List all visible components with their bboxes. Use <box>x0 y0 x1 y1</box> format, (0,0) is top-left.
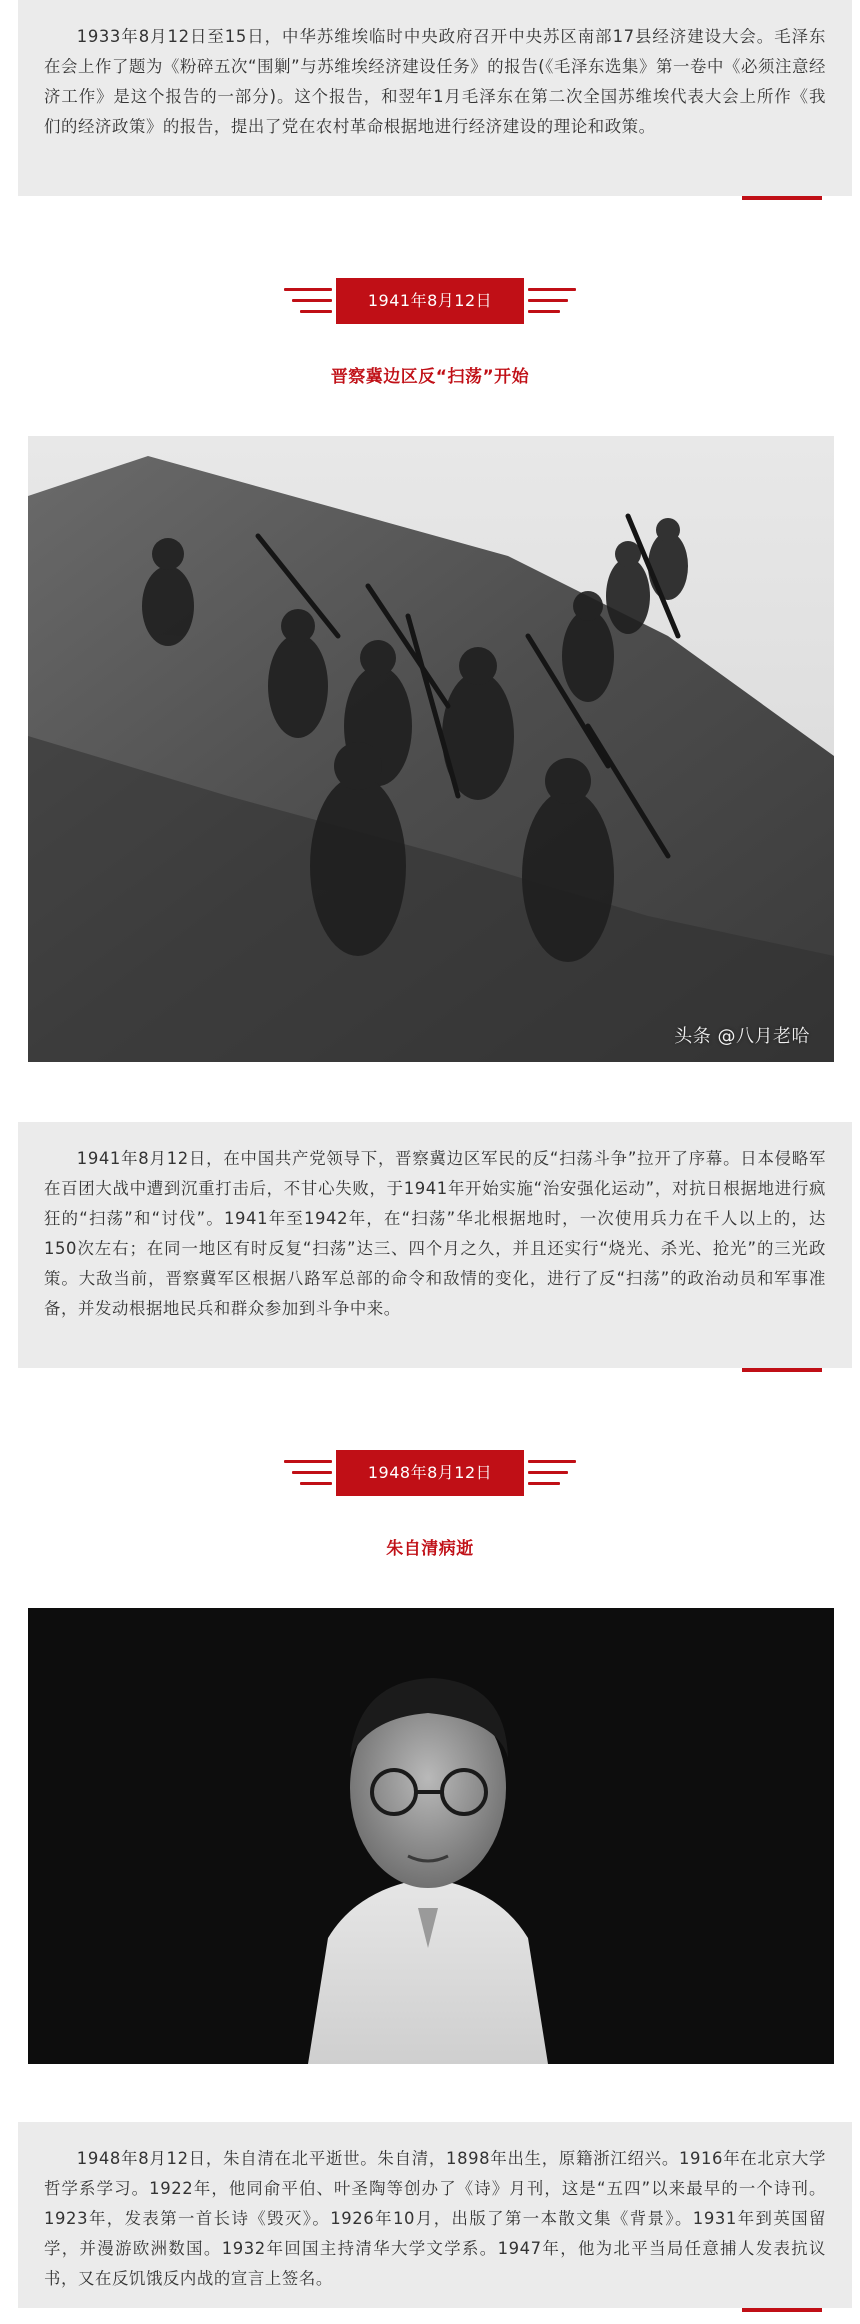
right-stripes-decoration <box>528 1450 576 1496</box>
watermark-text: 头条 @八月老哈 <box>674 1026 810 1047</box>
section1-underline <box>742 196 822 200</box>
section3-title: 朱自清病逝 <box>386 1539 474 1559</box>
section3-underline <box>742 2308 822 2312</box>
soldiers-photo <box>28 436 834 1062</box>
soldiers-photo-graphic <box>28 436 834 1062</box>
section2-underline <box>742 1368 822 1372</box>
section3-paragraph: 1948年8月12日，朱自清在北平逝世。朱自清，1898年出生，原籍浙江绍兴。1916年在北京大学哲学系学习。1922年，他同俞平伯、叶圣陶等创办了《诗》月刊，这是“五四”以来最早的一个诗刊。1923年，发表第一首长诗《毁灭》。1926年10月，出版了第一本散文集《背景》。1931年到英国留学，并漫游欧洲数国。1932年回国主持清华大学文学系。1947年，他为北平当局任意捕人发表抗议书，又在反饥饿反内战的宣言上签名。 <box>44 2149 826 2288</box>
section1-paragraph: 1933年8月12日至15日，中华苏维埃临时中央政府召开中央苏区南部17县经济建设大会。毛泽东在会上作了题为《粉碎五次“围剿”与苏维埃经济建设任务》的报告(《毛泽东选集》第一卷中《必须注意经济工作》是这个报告的一部分)。这个报告，和翌年1月毛泽东在第二次全国苏维埃代表大会上所作《我们的经济政策》的报告，提出了党在农村革命根据地进行经济建设的理论和政策。 <box>44 27 826 136</box>
section3-text-box <box>18 2122 852 2308</box>
section2-date-header <box>0 278 860 324</box>
section2-text-box <box>18 1122 852 1368</box>
left-stripes-decoration <box>284 278 332 324</box>
section3-date-label: 1948年8月12日 <box>336 1450 524 1496</box>
portrait-photo-graphic <box>28 1608 834 2064</box>
right-stripes-decoration <box>528 278 576 324</box>
left-stripes-decoration <box>284 1450 332 1496</box>
section2-date-label: 1941年8月12日 <box>336 278 524 324</box>
section2-title: 晋察冀边区反“扫荡”开始 <box>330 367 530 387</box>
portrait-photo <box>28 1608 834 2064</box>
section2-paragraph: 1941年8月12日，在中国共产党领导下，晋察冀边区军民的反“扫荡斗争”拉开了序幕。日本侵略军在百团大战中遭到沉重打击后，不甘心失败，于1941年开始实施“治安强化运动”，对抗日根据地进行疯狂的“扫荡”和“讨伐”。1941年至1942年，在“扫荡”华北根据地时，一次使用兵力在千人以上的，达150次左右；在同一地区有时反复“扫荡”达三、四个月之久，并且还实行“烧光、杀光、抢光”的三光政策。大敌当前，晋察冀军区根据八路军总部的命令和敌情的变化，进行了反“扫荡”的政治动员和军事准备，并发动根据地民兵和群众参加到斗争中来。 <box>44 1149 826 1318</box>
section3-date-header <box>0 1450 860 1496</box>
section1-text-box <box>18 0 852 196</box>
